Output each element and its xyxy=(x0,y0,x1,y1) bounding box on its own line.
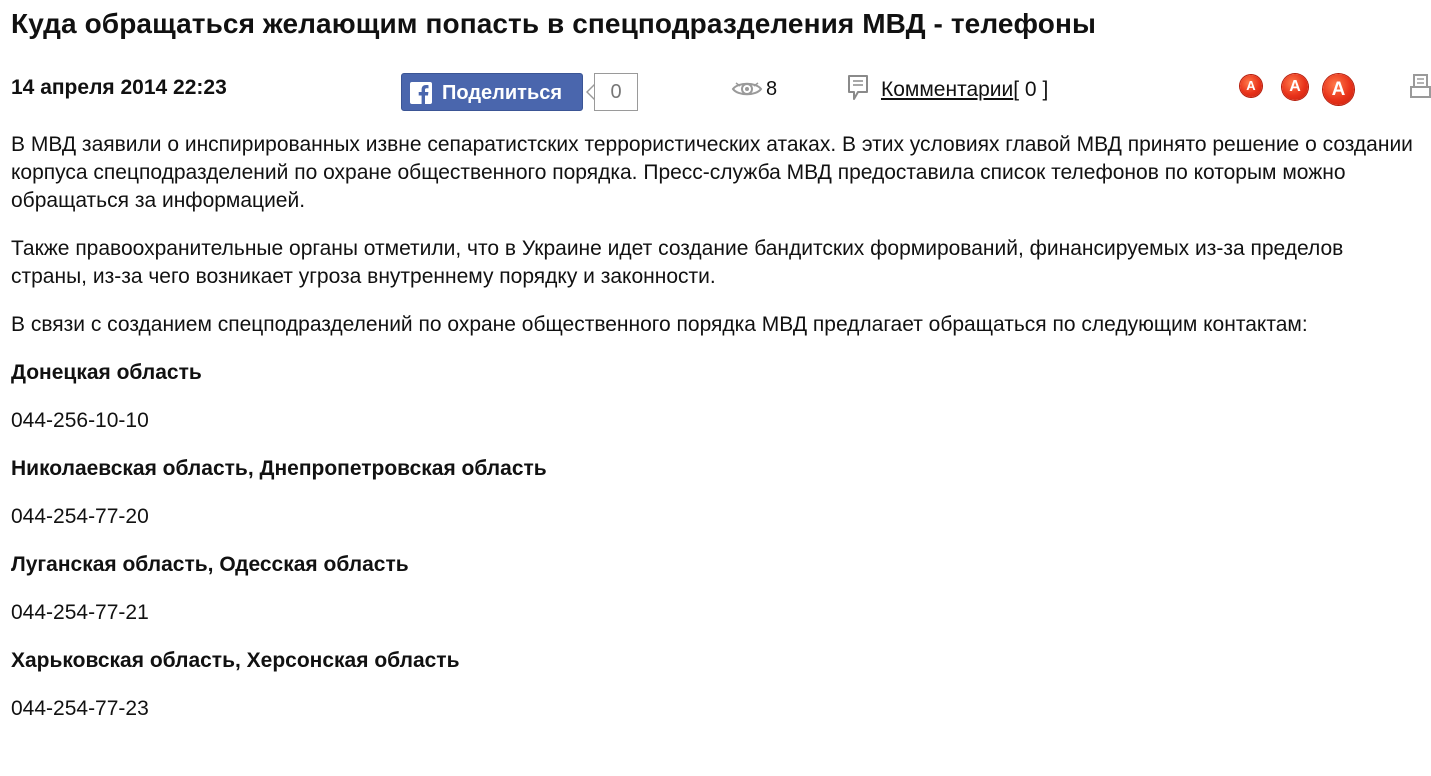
paragraph-intro: В МВД заявили о инспирированных извне сепаратистских террористических атаках. В этих условиях главой МВД принято решение о создании корпуса спецподразделений по охране общественного порядка. Пресс-служба МВД предоставила список телефонов по которым можно обращаться за информацией. xyxy=(11,133,1413,212)
contact-region: Николаевская область, Днепропетровская область xyxy=(11,457,547,480)
article-date: 14 апреля 2014 22:23 xyxy=(11,76,227,99)
contact-phone: 044-254-77-23 xyxy=(11,697,149,720)
share-count: 0 xyxy=(594,73,638,111)
contact-phone: 044-254-77-20 xyxy=(11,505,149,528)
comment-icon xyxy=(846,74,870,107)
contact-phone: 044-254-77-21 xyxy=(11,601,149,624)
comments xyxy=(881,78,1048,102)
paragraph-contacts-intro: В связи с созданием спецподразделений по охране общественного порядка МВД предлагает обращаться по следующим контактам: xyxy=(11,313,1308,336)
contact-region: Донецкая область xyxy=(11,361,202,384)
contact-phone: 044-256-10-10 xyxy=(11,409,149,432)
font-size-large-button[interactable]: A xyxy=(1323,74,1354,105)
contact-region: Харьковская область, Херсонская область xyxy=(11,649,460,672)
font-size-small-button[interactable]: A xyxy=(1240,75,1262,97)
comments-count: [ 0 ] xyxy=(1013,78,1049,101)
view-count: 8 xyxy=(766,78,778,100)
article-body xyxy=(11,131,1423,743)
print-icon[interactable] xyxy=(1410,73,1431,106)
article-meta-bar xyxy=(0,70,1431,116)
facebook-share-button[interactable] xyxy=(401,73,583,111)
eye-icon xyxy=(731,79,763,104)
article-title: Куда обращаться желающим попасть в спецподразделения МВД - телефоны xyxy=(11,8,1096,39)
contact-region: Луганская область, Одесская область xyxy=(11,553,409,576)
share-button-label: Поделиться xyxy=(442,82,563,104)
facebook-icon xyxy=(410,82,432,104)
paragraph-threat: Также правоохранительные органы отметили, что в Украине идет создание бандитских формирований, финансируемых из-за пределов страны, из-за чего возникает угроза внутреннему порядку и законности. xyxy=(11,237,1344,288)
comments-link[interactable]: Комментарии xyxy=(881,78,1014,101)
font-size-medium-button[interactable]: A xyxy=(1282,74,1308,100)
